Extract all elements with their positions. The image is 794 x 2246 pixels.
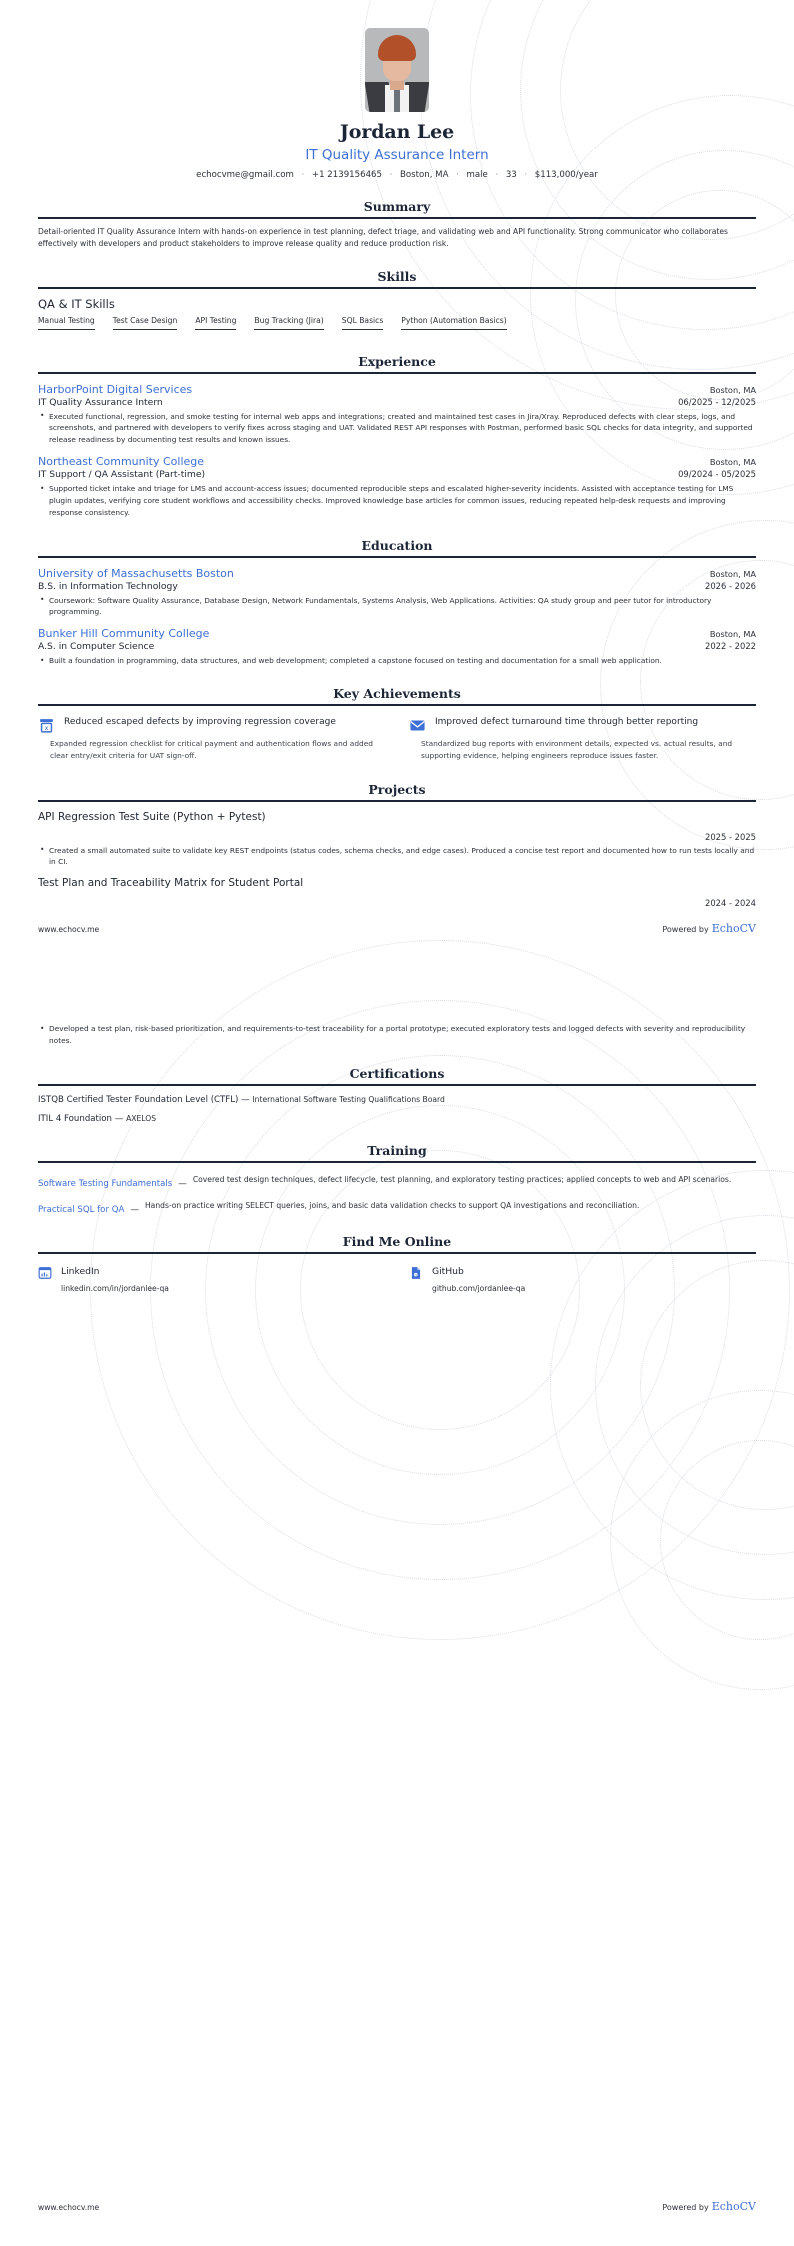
certification-name: ITIL 4 Foundation	[38, 1113, 113, 1124]
experience-location: Boston, MA	[709, 384, 756, 395]
experience-org[interactable]: HarborPoint Digital Services	[38, 382, 193, 396]
contact-separator: ·	[301, 170, 305, 179]
footer-brand: EchoCV	[711, 2200, 756, 2213]
envelope-mail-icon	[409, 717, 426, 734]
section-divider	[38, 1252, 756, 1254]
education-org[interactable]: Bunker Hill Community College	[38, 627, 210, 641]
resume-header	[38, 0, 756, 180]
training-description: Hands-on practice writing SELECT queries, joins, and basic data validation checks to support QA investigations and reconciliation.	[144, 1200, 640, 1210]
contact-age: 33	[505, 170, 517, 180]
training-name[interactable]: Practical SQL for QA	[38, 1204, 125, 1215]
achievement-desc-wrap	[409, 734, 756, 762]
bullet-item: • Executed functional, regression, and smoke testing for internal web apps and integrations; created and maintained test cases in Jira/Xray. Reproduced defects with clear steps, logs, and screenshots, and partnered with developers to verify fixes across staging and UAT. Validated REST API responses with Postman, performed basic SQL checks for data integrity, and supported release readiness by documenting test results and known issues.	[38, 411, 756, 447]
training-item	[38, 1174, 756, 1189]
section-key-achievements	[38, 686, 756, 762]
education-location: Boston, MA	[709, 629, 756, 640]
project-title: Test Plan and Traceability Matrix for Student Portal	[38, 877, 304, 890]
certification-issuer: International Software Testing Qualifications Board	[252, 1094, 445, 1104]
contact-line	[38, 170, 756, 180]
contact-email: echocvme@gmail.com	[196, 170, 294, 180]
contact-phone: +1 2139156465	[311, 170, 382, 180]
contact-separator: ·	[389, 170, 393, 179]
footer-powered-label: Powered by	[662, 925, 709, 935]
achievement-item	[409, 716, 756, 734]
achievement-title: Improved defect turnaround time through better reporting	[435, 717, 699, 728]
project-bullets	[38, 1023, 756, 1047]
section-divider	[38, 372, 756, 374]
education-bullets	[38, 595, 756, 619]
education-entry	[38, 567, 756, 619]
achievement-description: Standardized bug reports with environment details, expected vs. actual results, and supporting evidence, helping engineers reproduce issues faster.	[421, 739, 733, 761]
contact-separator: ·	[495, 170, 499, 179]
section-heading-education: Education	[361, 537, 433, 553]
education-org[interactable]: University of Massachusetts Boston	[38, 566, 234, 580]
bullet-item: • Built a foundation in programming, data structures, and web development; completed a capstone focused on testing and documentation for a small web application.	[38, 655, 756, 667]
section-heading-training: Training	[367, 1142, 427, 1158]
online-label: LinkedIn	[61, 1266, 100, 1278]
section-find-me-online	[38, 1234, 756, 1293]
training-item	[38, 1200, 756, 1215]
section-divider	[38, 217, 756, 219]
training-dash: —	[130, 1204, 139, 1215]
project-title: API Regression Test Suite (Python + Pytest)	[38, 810, 266, 823]
skill-chip: Test Case Design	[113, 316, 178, 330]
page-footer	[38, 922, 756, 935]
footer-powered-label: Powered by	[662, 2203, 709, 2212]
section-skills	[38, 269, 756, 335]
section-divider	[38, 287, 756, 289]
linkedin-icon	[38, 1265, 52, 1279]
experience-entry	[38, 455, 756, 519]
trash-delete-icon	[38, 717, 55, 734]
section-divider	[38, 1161, 756, 1163]
online-url[interactable]: github.com/jordanlee-qa	[432, 1283, 526, 1293]
section-heading-summary: Summary	[363, 199, 431, 214]
education-dates: 2022 - 2022	[705, 641, 756, 652]
experience-bullets	[38, 483, 756, 519]
skill-chip: SQL Basics	[342, 316, 384, 330]
section-divider	[38, 704, 756, 706]
achievement-item	[38, 716, 385, 734]
summary-text: Detail-oriented IT Quality Assurance Intern with hands-on experience in test planning, defect triage, and validating web and API functionality. Strong communicator who collaborates effectively with developers and product stakeholders to improve release quality and reduce production risk.	[38, 227, 728, 248]
certification-item	[38, 1095, 756, 1105]
footer-url[interactable]: www.echocv.me	[38, 2203, 100, 2212]
certification-name: ISTQB Certified Tester Foundation Level (CTFL)	[38, 1094, 239, 1105]
contact-separator: ·	[524, 170, 528, 179]
project-dates: 2024 - 2024	[705, 898, 756, 909]
section-divider	[38, 1084, 756, 1086]
section-summary	[38, 199, 756, 250]
skill-chip: Bug Tracking (Jira)	[254, 316, 323, 330]
project-entry	[38, 811, 756, 869]
bullet-item: • Coursework: Software Quality Assurance, Database Design, Network Fundamentals, Systems Analysis, Web Applications. Activities: QA study group and peer tutor for introductory programming.	[38, 595, 756, 619]
contact-separator: ·	[456, 170, 459, 179]
section-heading-online: Find Me Online	[342, 1233, 452, 1249]
achievement-title: Reduced escaped defects by improving regression coverage	[64, 717, 336, 728]
section-education	[38, 538, 756, 668]
project-dates: 2025 - 2025	[705, 831, 756, 842]
online-label: GitHub	[432, 1266, 464, 1278]
section-heading-experience: Experience	[358, 353, 436, 369]
bullet-item: • Created a small automated suite to validate key REST endpoints (status codes, schema checks, and edge cases). Produced a concise test report and documented how to run tests locally and in CI.	[38, 845, 756, 869]
experience-org[interactable]: Northeast Community College	[38, 455, 205, 469]
bullet-item: • Developed a test plan, risk-based prioritization, and requirements-to-test traceability for a portal prototype; executed exploratory tests and logged defects with severity and reproducibility notes.	[38, 1023, 756, 1047]
experience-role: IT Support / QA Assistant (Part-time)	[38, 469, 206, 481]
experience-location: Boston, MA	[709, 457, 756, 468]
education-entry	[38, 627, 756, 667]
experience-role: IT Quality Assurance Intern	[38, 396, 163, 408]
education-degree: A.S. in Computer Science	[38, 641, 155, 653]
project-entry	[38, 877, 756, 1047]
section-heading-projects: Projects	[368, 781, 426, 797]
avatar	[365, 28, 429, 112]
section-certifications	[38, 1066, 756, 1124]
training-name[interactable]: Software Testing Fundamentals	[38, 1178, 173, 1189]
footer-powered-by	[662, 922, 756, 935]
online-profile[interactable]	[409, 1265, 756, 1293]
skill-chip-list	[38, 316, 756, 335]
footer-url[interactable]: www.echocv.me	[38, 925, 100, 935]
achievement-desc-wrap	[38, 734, 385, 762]
section-heading-skills: Skills	[377, 268, 417, 284]
online-url[interactable]: linkedin.com/in/jordanlee-qa	[61, 1283, 169, 1293]
svg-text:G: G	[414, 1273, 417, 1278]
skill-chip: Python (Automation Basics)	[401, 316, 506, 330]
education-location: Boston, MA	[709, 568, 756, 579]
section-heading-certifications: Certifications	[349, 1065, 445, 1081]
section-divider	[38, 556, 756, 558]
skill-chip: API Testing	[195, 316, 236, 330]
section-projects	[38, 782, 756, 1047]
training-dash: —	[178, 1178, 187, 1189]
skills-group-title: QA & IT Skills	[38, 296, 115, 311]
contact-gender: male	[466, 170, 488, 180]
achievement-description: Expanded regression checklist for critical payment and authentication flows and added clear entry/exit criteria for UAT sign-off.	[50, 739, 373, 761]
contact-location: Boston, MA	[400, 170, 449, 180]
footer-powered-by	[662, 2200, 756, 2213]
job-title: IT Quality Assurance Intern	[305, 147, 489, 163]
certification-dash: —	[114, 1113, 124, 1124]
training-description: Covered test design techniques, defect lifecycle, test planning, and exploratory testing practices; applied concepts to web and API scenarios.	[192, 1174, 732, 1184]
experience-dates: 06/2025 - 12/2025	[678, 396, 756, 407]
education-degree: B.S. in Information Technology	[38, 580, 178, 592]
education-dates: 2026 - 2026	[705, 580, 756, 591]
certification-issuer: AXELOS	[126, 1113, 157, 1123]
education-bullets	[38, 655, 756, 667]
svg-text:x: x	[44, 723, 49, 732]
achievement-list	[38, 716, 756, 762]
page-footer	[38, 2200, 756, 2213]
contact-salary: $113,000/year	[534, 170, 598, 180]
page-title: Jordan Lee	[339, 121, 455, 143]
experience-bullets	[38, 411, 756, 447]
online-profile-list	[38, 1265, 756, 1293]
certification-dash: —	[241, 1094, 250, 1105]
experience-dates: 09/2024 - 05/2025	[678, 469, 756, 480]
experience-entry	[38, 383, 756, 447]
github-icon	[409, 1265, 423, 1279]
section-experience	[38, 354, 756, 519]
project-bullets	[38, 845, 756, 869]
certification-item	[38, 1114, 756, 1124]
section-divider	[38, 800, 756, 802]
bullet-item: • Supported ticket intake and triage for LMS and account-access issues; documented reproducible steps and escalated higher-severity incidents. Assisted with acceptance testing for LMS plugin updates, verifying core student workflows and accessibility checks. Improved knowledge base articles for common issues, reducing repeated help-desk requests and improving response consistency.	[38, 483, 756, 519]
online-profile[interactable]	[38, 1265, 385, 1293]
section-heading-achievements: Key Achievements	[333, 686, 461, 702]
footer-brand: EchoCV	[711, 922, 756, 936]
section-training	[38, 1143, 756, 1215]
skill-chip: Manual Testing	[38, 316, 95, 330]
